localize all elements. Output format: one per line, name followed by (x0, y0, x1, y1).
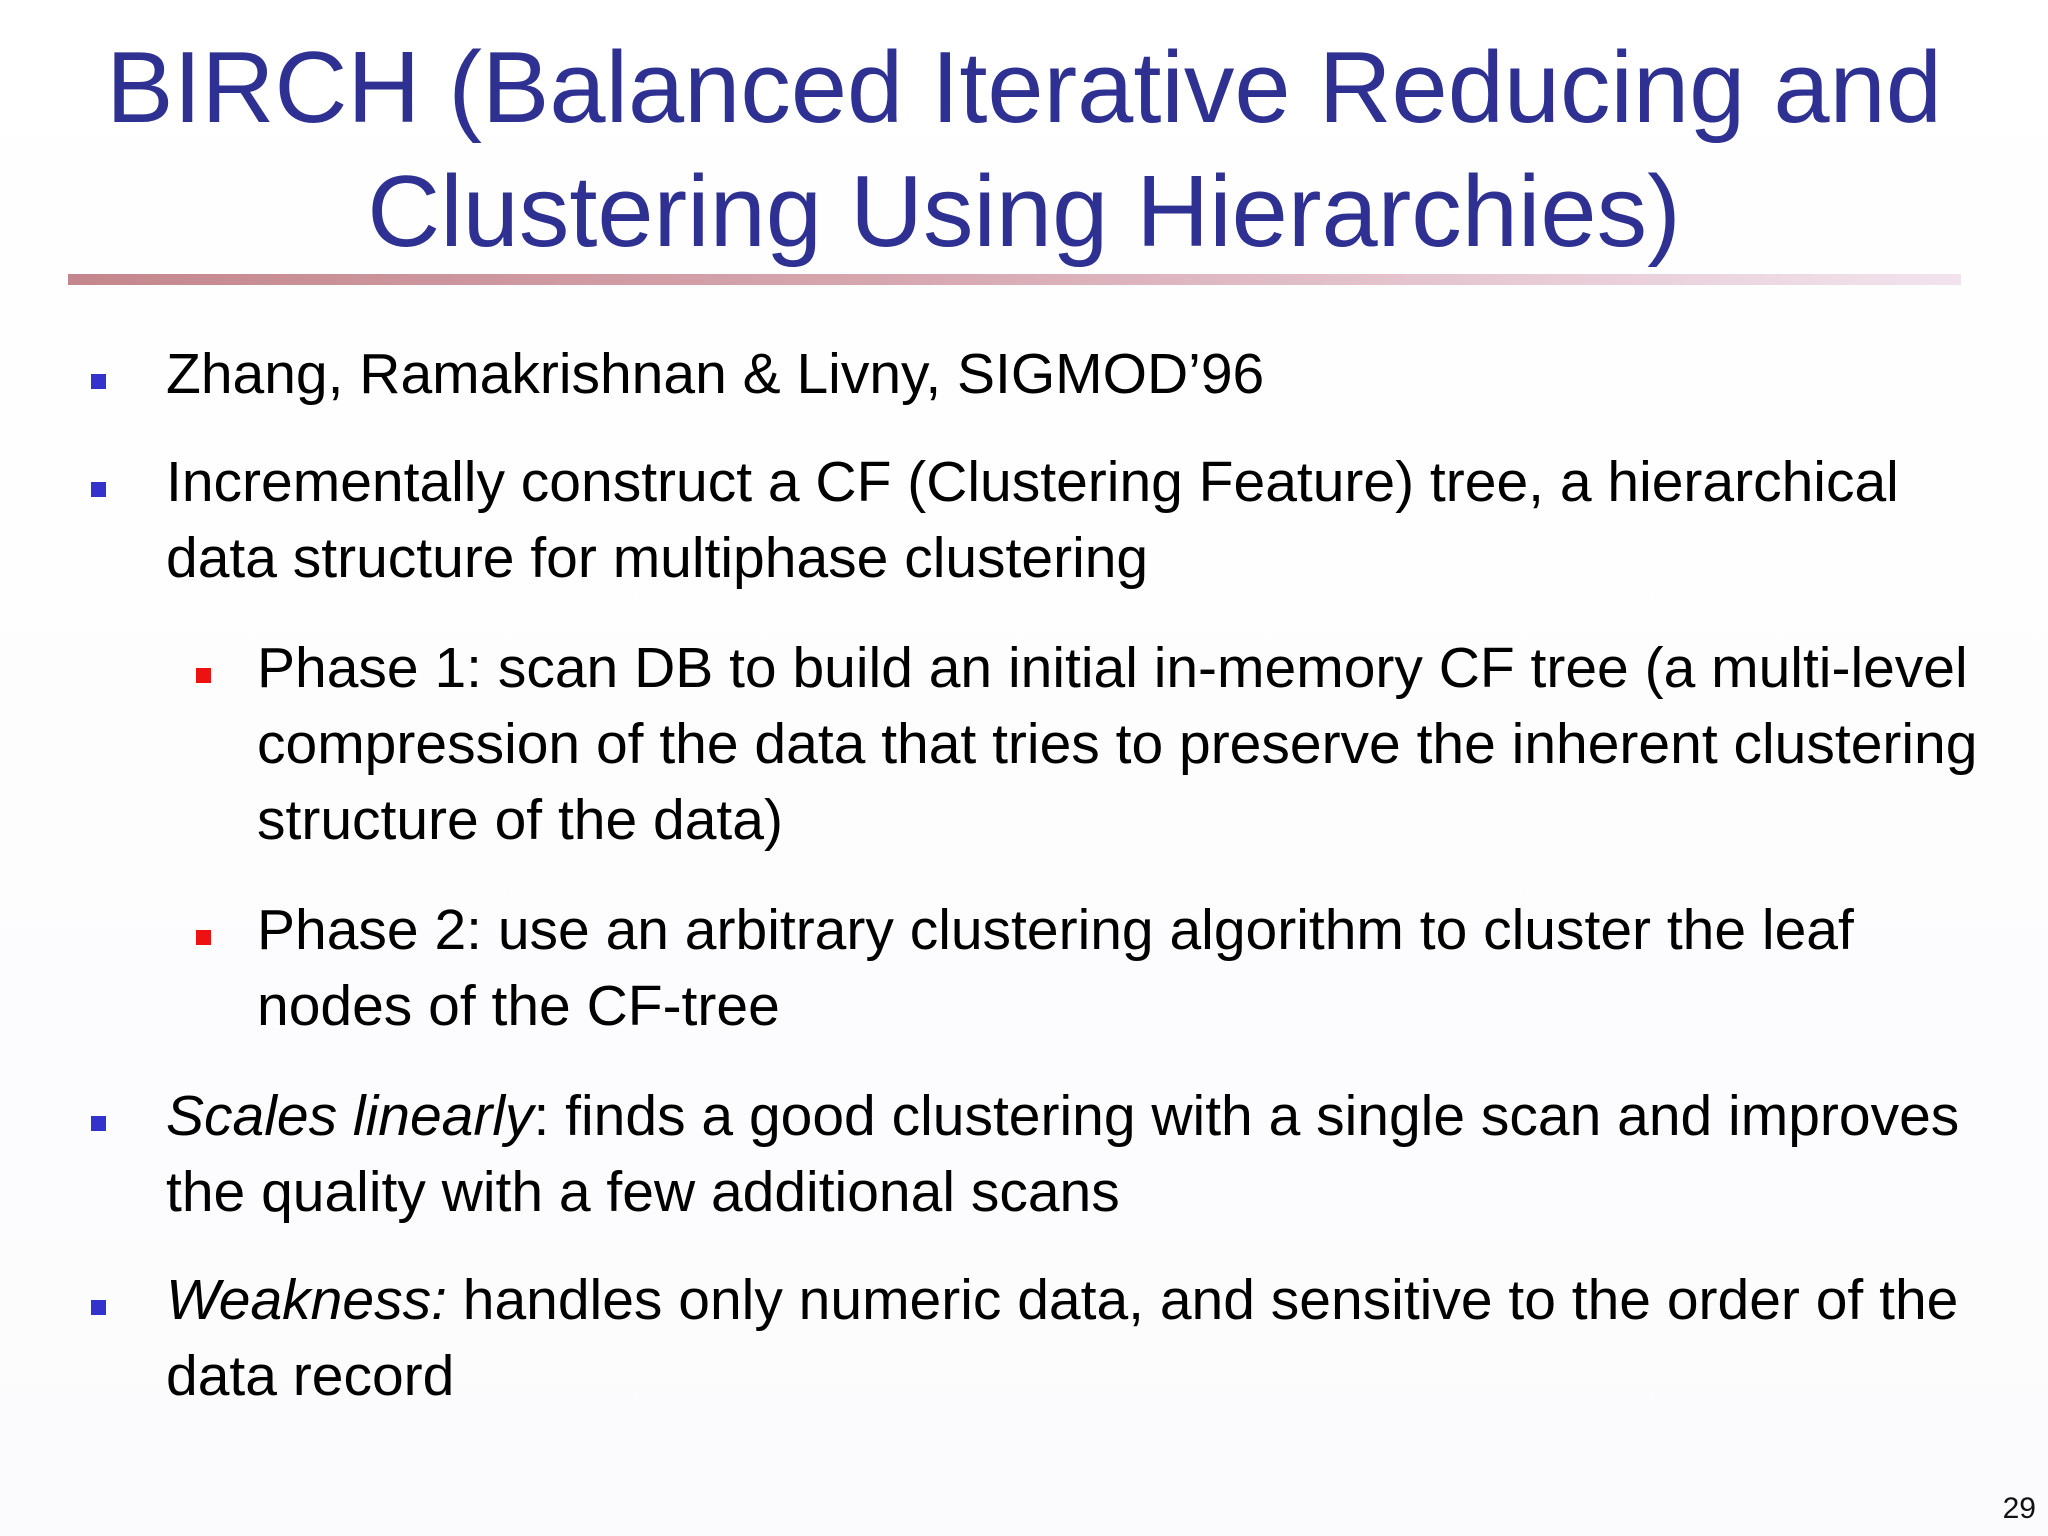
bullet-text-line-3: structure of the data) (257, 788, 783, 852)
bullet-square-icon (91, 374, 106, 389)
bullet-square-icon (91, 1300, 106, 1315)
bullet-text-line-2: data structure for multiphase clustering (166, 526, 1149, 590)
bullet-text-line-1: Phase 1: scan DB to build an initial in-memory CF tree (a multi-level (257, 636, 1968, 700)
bullet-text-line-1-rest: : finds a good clustering with a single scan and improves (533, 1084, 1960, 1148)
bullet-text-line-2: nodes of the CF-tree (257, 974, 780, 1038)
bullet-text-line-2: compression of the data that tries to preserve the inherent clustering (257, 712, 1978, 776)
bullet-text-line-2: data record (166, 1344, 455, 1408)
slide-title-line-2: Clustering Using Hierarchies) (367, 156, 1681, 268)
bullet-text-line-1: Incrementally construct a CF (Clustering Feature) tree, a hierarchical (166, 450, 1899, 514)
bullet-text-line-1: Phase 2: use an arbitrary clustering algorithm to cluster the leaf (257, 898, 1854, 962)
bullet-square-icon (91, 482, 106, 497)
bullet-text-line-1-rest: handles only numeric data, and sensitive to the order of the (446, 1268, 1959, 1332)
sub-bullet-square-icon (196, 668, 211, 683)
sub-bullet-item-phase-1 (257, 630, 1997, 858)
sub-bullet-item-phase-2 (257, 892, 1997, 1044)
bullet-italic-lead: Weakness: (166, 1268, 447, 1332)
bullet-item-authors (166, 336, 1986, 412)
bullet-italic-lead: Scales linearly (166, 1084, 534, 1148)
bullet-item-scales-linearly (166, 1078, 1986, 1230)
bullet-item-weakness (166, 1262, 1986, 1414)
bullet-text: Zhang, Ramakrishnan & Livny, SIGMOD’96 (166, 342, 1265, 406)
bullet-text-line-2: the quality with a few additional scans (166, 1160, 1120, 1224)
sub-bullet-square-icon (196, 930, 211, 945)
slide-title-line-1: BIRCH (Balanced Iterative Reducing and (106, 32, 1942, 144)
page-number: 29 (2002, 1492, 2036, 1525)
bullet-item-cf-tree (166, 444, 1986, 596)
bullet-square-icon (91, 1116, 106, 1131)
